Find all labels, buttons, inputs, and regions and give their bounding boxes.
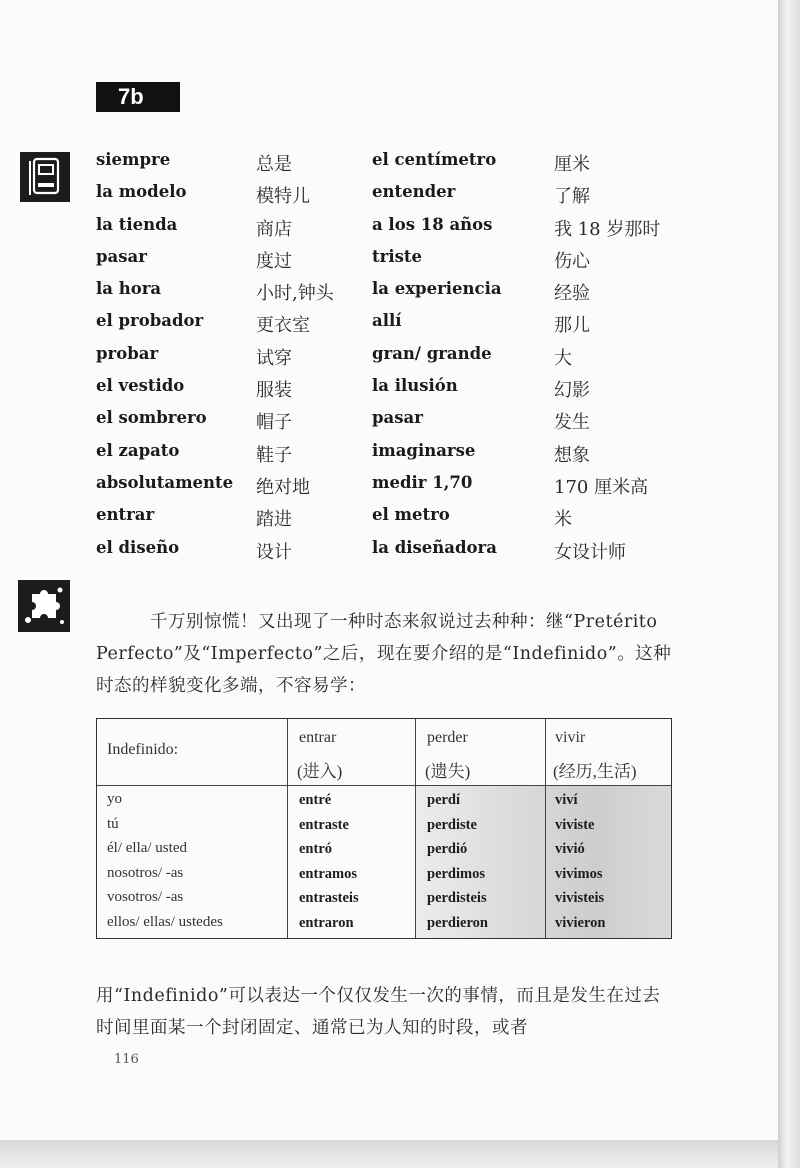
vocab-row xyxy=(96,344,696,376)
vocab-chinese-meaning: 绝对地 xyxy=(256,476,310,498)
pronoun-label: él/ ella/ usted xyxy=(107,840,187,856)
vocab-row xyxy=(96,279,696,311)
vocab-chinese-meaning: 米 xyxy=(554,509,572,531)
vocab-spanish-term: imaginarse xyxy=(372,440,476,460)
vocab-spanish-term: el centímetro xyxy=(372,150,497,169)
verb-meaning: (进入) xyxy=(297,762,343,781)
vocab-chinese-meaning: 总是 xyxy=(256,154,292,175)
verb-infinitive: vivir xyxy=(555,729,586,746)
vocab-spanish-term: el vestido xyxy=(96,376,185,396)
vocab-chinese-meaning: 商店 xyxy=(256,218,292,240)
conjugated-form: perdimos xyxy=(427,865,485,882)
vocab-row xyxy=(96,215,696,247)
vocab-spanish-term: allí xyxy=(372,311,402,331)
vocab-chinese-meaning: 模特儿 xyxy=(256,186,310,208)
vocab-chinese-meaning: 帽子 xyxy=(256,412,292,434)
vocab-chinese-meaning: 那儿 xyxy=(554,315,590,337)
conjugation-table xyxy=(96,718,672,939)
pronoun-label: ellos/ ellas/ ustedes xyxy=(107,913,223,930)
conjugated-form: entraron xyxy=(299,914,354,931)
vocab-spanish-term: la tienda xyxy=(96,214,178,234)
book-icon xyxy=(20,152,70,202)
vocab-row xyxy=(96,473,696,505)
vocab-spanish-term: el diseño xyxy=(96,537,180,557)
page-bottom-edge xyxy=(0,1140,778,1168)
vocab-spanish-term: probar xyxy=(96,343,159,363)
conjugated-form: vivieron xyxy=(555,914,606,931)
vocab-chinese-meaning: 服装 xyxy=(256,380,292,402)
table-header-label: Indefinido: xyxy=(107,741,179,758)
conjugated-form: vivió xyxy=(555,841,585,857)
conjugated-form: viví xyxy=(555,792,578,808)
conjugated-form: viviste xyxy=(555,816,595,833)
vocab-spanish-term: pasar xyxy=(372,408,423,428)
vocab-row xyxy=(96,247,696,279)
vocab-spanish-term: entrar xyxy=(96,505,155,525)
vocab-spanish-term: la hora xyxy=(96,279,162,299)
vocab-chinese-meaning: 女设计师 xyxy=(554,541,626,563)
vocab-chinese-meaning: 设计 xyxy=(256,541,292,563)
conjugated-form: entró xyxy=(299,841,333,857)
verb-meaning: (遗失) xyxy=(425,762,471,781)
vocab-chinese-meaning: 170 厘米高 xyxy=(554,476,649,498)
vocab-row xyxy=(96,505,696,537)
vocab-chinese-meaning: 伤心 xyxy=(554,250,590,272)
vocab-chinese-meaning: 鞋子 xyxy=(256,444,292,466)
outro-paragraph: 用“Indefinido”可以表达一个仅仅发生一次的事情，而且是发生在过去时间里面某一个封闭固定、通常已为人知的时段，或者 xyxy=(96,986,661,1038)
vocab-row xyxy=(96,538,696,570)
conjugated-form: entrasteis xyxy=(299,890,359,906)
conjugated-form: vivisteis xyxy=(555,890,605,906)
vocab-spanish-term: el sombrero xyxy=(96,408,207,428)
conjugated-form: entraste xyxy=(299,816,349,833)
vocab-chinese-meaning: 踏进 xyxy=(256,509,292,531)
vocab-spanish-term: a los 18 años xyxy=(372,214,493,234)
vocab-spanish-term: la experiencia xyxy=(372,279,502,299)
vocab-chinese-meaning: 小时,钟头 xyxy=(256,283,334,305)
vocab-spanish-term: medir 1,70 xyxy=(372,472,473,492)
verb-infinitive: perder xyxy=(427,729,468,746)
vocab-chinese-meaning: 发生 xyxy=(554,412,590,434)
vocab-spanish-term: gran/ grande xyxy=(372,343,492,363)
vocab-chinese-meaning: 度过 xyxy=(256,250,292,272)
vocab-spanish-term: triste xyxy=(372,246,422,266)
pronoun-label: tú xyxy=(107,815,119,832)
vocab-spanish-term: la ilusión xyxy=(372,376,458,396)
vocab-spanish-term: la modelo xyxy=(96,182,187,202)
conjugated-form: perdieron xyxy=(427,914,488,931)
pronoun-label: nosotros/ -as xyxy=(107,864,184,881)
vocab-chinese-meaning: 了解 xyxy=(554,186,590,208)
pronoun-label: vosotros/ -as xyxy=(107,889,184,905)
verb-meaning: (经历,生活) xyxy=(553,762,637,781)
page-number: 116 xyxy=(114,1052,139,1067)
pronoun-label: yo xyxy=(107,791,122,807)
vocab-row xyxy=(96,376,696,408)
conjugated-form: entramos xyxy=(299,865,357,882)
vocab-spanish-term: el metro xyxy=(372,505,450,525)
puzzle-icon xyxy=(18,580,70,632)
vocab-row xyxy=(96,408,696,440)
vocab-row xyxy=(96,150,696,182)
vocab-spanish-term: el zapato xyxy=(96,440,180,460)
vocabulary-list xyxy=(96,150,696,570)
conjugated-form: perdió xyxy=(427,841,468,857)
vocab-spanish-term: la diseñadora xyxy=(372,537,497,557)
vocab-chinese-meaning: 更衣室 xyxy=(256,315,310,337)
verb-infinitive: entrar xyxy=(299,729,337,746)
vocab-row xyxy=(96,311,696,343)
vocab-chinese-meaning: 我 18 岁那时 xyxy=(554,218,661,240)
vocab-spanish-term: el probador xyxy=(96,311,204,331)
vocab-chinese-meaning: 经验 xyxy=(554,283,590,305)
intro-paragraph: 千万别惊慌！又出现了一种时态来叙说过去种种：继“Pretérito Perfecto”及“Imperfecto”之后，现在要介绍的是“Indefinido”。这种时态的样貌变化多端，不容易学： xyxy=(96,612,672,696)
vocab-spanish-term: siempre xyxy=(96,150,171,169)
vocab-chinese-meaning: 幻影 xyxy=(554,380,590,402)
conjugated-form: perdisteis xyxy=(427,890,487,906)
page-edge-shadow xyxy=(778,0,800,1168)
vocab-chinese-meaning: 厘米 xyxy=(554,154,590,175)
vocab-spanish-term: absolutamente xyxy=(96,472,234,492)
vocab-chinese-meaning: 大 xyxy=(554,347,572,369)
vocab-chinese-meaning: 试穿 xyxy=(256,347,292,369)
vocab-chinese-meaning: 想象 xyxy=(554,444,590,466)
vocab-row xyxy=(96,182,696,214)
vocab-spanish-term: pasar xyxy=(96,246,147,266)
conjugated-form: vivimos xyxy=(555,865,603,882)
conjugated-form: perdí xyxy=(427,792,461,808)
vocab-spanish-term: entender xyxy=(372,182,456,202)
conjugated-form: perdiste xyxy=(427,816,477,833)
vocab-row xyxy=(96,441,696,473)
conjugated-form: entré xyxy=(299,792,332,808)
lesson-label: 7b xyxy=(96,82,180,112)
